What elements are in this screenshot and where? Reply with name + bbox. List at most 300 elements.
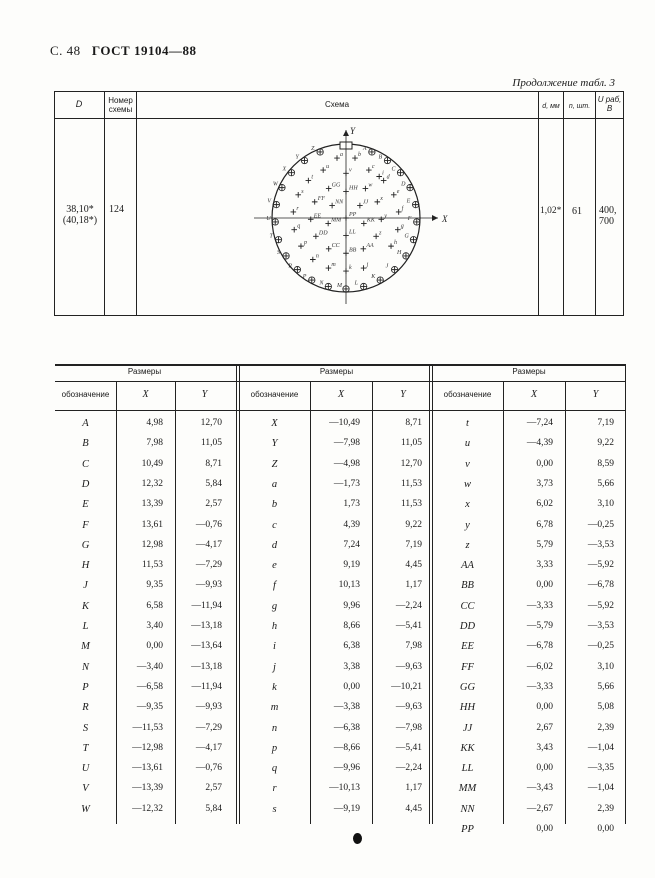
pin-label: F: [407, 215, 412, 222]
pin-label: V: [267, 198, 272, 205]
pin-label: PP: [349, 212, 357, 218]
pin-y-value: —4,17: [195, 539, 222, 550]
pin-x-value: —9,96: [333, 763, 360, 774]
pin-designation: d: [271, 539, 278, 551]
pin-label: A: [362, 145, 367, 152]
page-mark: [353, 833, 362, 844]
page-number: С. 48: [50, 43, 81, 58]
pin-label: E: [406, 198, 411, 205]
pin-designation: Y: [271, 438, 278, 450]
pin-y-value: —0,76: [195, 519, 222, 530]
cell-contact-diameter: 1,02*: [540, 206, 562, 216]
pin-designation: F: [82, 519, 89, 531]
pin-contact-mark: [361, 265, 367, 271]
pin-y-value: 9,22: [597, 438, 614, 449]
pin-contact-mark: [274, 202, 280, 208]
pin-designation: a: [271, 478, 278, 490]
pin-x-value: 11,53: [141, 560, 163, 571]
pin-contact-mark: [366, 167, 372, 173]
pin-y-value: —13,18: [191, 661, 222, 672]
col-header-designation: обозначение: [250, 390, 299, 399]
pin-designation: R: [82, 702, 89, 714]
pin-contact-mark: [326, 186, 332, 192]
pin-label: c: [371, 164, 375, 171]
pin-y-value: 11,05: [200, 438, 222, 449]
col-header-x: X: [142, 389, 149, 400]
pin-label: D: [401, 181, 406, 188]
pin-label: h: [394, 240, 398, 247]
col-header-y: Y: [201, 389, 208, 400]
pin-contact-mark: [388, 243, 394, 249]
pin-designation: s: [272, 803, 277, 815]
pin-label: g: [400, 223, 404, 230]
pin-y-value: 5,08: [597, 702, 614, 713]
pin-label: CC: [331, 242, 340, 249]
pin-designation: DD: [459, 621, 476, 632]
col-header-y: Y: [400, 389, 406, 400]
pin-designation: x: [465, 499, 470, 511]
pin-contact-mark: [352, 155, 358, 161]
pin-designation: u: [464, 438, 471, 450]
pin-designation: n: [271, 722, 278, 734]
pin-y-value: —11,94: [191, 600, 222, 611]
pin-label: m: [331, 262, 336, 269]
pin-designation: k: [272, 681, 277, 693]
cell-diameter-D: 38,10* (40,18*): [62, 204, 98, 226]
pin-contact-mark: [381, 178, 387, 184]
pin-y-value: —5,41: [395, 621, 422, 631]
pin-designation: J: [83, 580, 88, 592]
pin-x-value: 3,38: [343, 661, 360, 672]
pin-x-value: —1,73: [333, 478, 360, 489]
pin-y-value: 8,71: [405, 418, 422, 428]
pin-designation: h: [271, 621, 278, 632]
group-header-dimensions: Размеры: [127, 367, 162, 376]
pin-x-value: —6,02: [526, 661, 553, 672]
pin-y-value: 11,53: [400, 478, 422, 489]
pin-designation: K: [81, 600, 89, 612]
pin-contact-mark: [313, 234, 319, 240]
pin-contact-mark: [414, 219, 420, 225]
pin-label: d: [386, 174, 390, 181]
pin-designation: KK: [460, 742, 475, 754]
pin-designation: CC: [460, 600, 475, 612]
pin-contact-mark: [291, 227, 297, 233]
pin-x-value: —2,67: [526, 803, 553, 814]
pin-designation: m: [270, 702, 279, 714]
y-axis-arrow: [343, 130, 349, 136]
pin-label: i: [382, 170, 384, 177]
pin-label: n: [315, 253, 319, 260]
pin-contact-mark: [325, 221, 331, 227]
col-header-designation: обозначение: [443, 390, 492, 399]
pin-x-value: 9,19: [343, 560, 360, 571]
pin-designation: j: [273, 661, 276, 673]
pin-contact-mark: [276, 237, 282, 243]
pin-label: a: [340, 152, 344, 159]
pin-y-value: —1,04: [587, 783, 614, 794]
pin-y-value: 9,22: [405, 519, 422, 530]
pin-label: y: [384, 213, 387, 220]
pin-x-value: —4,98: [333, 458, 360, 469]
col-header-designation: обозначение: [61, 390, 110, 399]
pin-contact-mark: [310, 257, 316, 263]
pin-label: J: [385, 263, 389, 270]
pin-y-value: 8,71: [205, 458, 222, 469]
col-header-scheme: Схема: [324, 100, 350, 109]
pin-contact-mark: [272, 219, 278, 225]
pin-contact-mark: [373, 234, 379, 240]
pin-contact-mark: [334, 155, 340, 161]
pin-contact-mark: [361, 246, 367, 252]
pin-designation: L: [82, 621, 89, 632]
pin-x-value: 0,00: [536, 763, 553, 774]
pin-x-value: —4,39: [526, 438, 553, 449]
pin-designation: S: [82, 722, 89, 734]
pin-x-value: 4,39: [343, 519, 360, 530]
pin-y-value: —9,63: [395, 661, 422, 672]
pin-contact-mark: [343, 171, 349, 177]
pin-contact-mark: [326, 284, 332, 290]
pin-x-value: 0,00: [536, 458, 553, 469]
pin-designation: JJ: [462, 722, 473, 734]
pin-x-value: —12,32: [132, 803, 163, 814]
cell-contact-count: 61: [572, 206, 582, 217]
pin-designation: D: [81, 478, 90, 490]
pin-contact-mark: [361, 221, 367, 227]
pin-x-value: 3,33: [536, 560, 553, 571]
pin-label: q: [297, 223, 301, 230]
pin-y-value: 7,19: [597, 418, 614, 428]
pin-x-value: —13,61: [132, 763, 163, 774]
pin-layout-diagram: [246, 118, 446, 318]
pin-contact-mark: [306, 178, 312, 184]
pin-x-value: —10,49: [329, 418, 360, 428]
pin-y-value: 3,10: [597, 499, 614, 510]
pin-label: u: [326, 164, 330, 171]
pin-label: KK: [366, 217, 375, 224]
pin-designation: U: [81, 763, 90, 775]
pin-y-value: 7,19: [405, 539, 422, 550]
pin-x-value: —11,53: [132, 722, 163, 733]
pin-designation: g: [271, 600, 278, 612]
pin-x-value: 0,00: [536, 580, 553, 591]
pin-label: M: [337, 282, 342, 289]
pin-contact-mark: [396, 209, 402, 215]
pin-x-value: —7,98: [333, 438, 360, 449]
pin-label: BB: [349, 247, 357, 254]
pin-x-value: —3,33: [526, 600, 553, 611]
standard-number: ГОСТ 19104—88: [91, 43, 197, 58]
cell-voltage: 400, 700: [599, 205, 617, 227]
pin-x-value: 3,40: [146, 621, 163, 631]
pin-label: N: [319, 280, 324, 287]
pin-label: s: [301, 188, 304, 195]
pin-x-value: 6,78: [536, 519, 553, 530]
pin-y-value: —4,17: [195, 742, 222, 753]
pin-contact-mark: [298, 243, 304, 249]
pin-x-value: —3,40: [136, 661, 163, 672]
pin-contact-mark: [326, 265, 332, 271]
pin-y-value: 12,70: [400, 458, 422, 469]
pin-coordinates-table: [55, 364, 626, 835]
pin-contact-mark: [308, 217, 314, 223]
pin-designation: V: [82, 783, 89, 795]
pin-label: K: [371, 274, 376, 281]
pin-x-value: —5,79: [526, 621, 553, 631]
pin-y-value: 11,53: [400, 499, 422, 510]
pin-designation: q: [271, 763, 278, 775]
pin-x-value: 3,43: [536, 742, 553, 753]
pin-label: R: [288, 263, 293, 270]
pin-designation: MM: [458, 783, 477, 795]
pin-designation: z: [465, 539, 470, 551]
pin-label: JJ: [362, 199, 369, 206]
pin-x-value: 10,49: [141, 458, 163, 469]
pin-x-value: 12,98: [141, 539, 163, 550]
pin-label: p: [303, 240, 307, 247]
pin-designation: p: [271, 742, 278, 754]
pin-designation: GG: [459, 681, 476, 693]
pin-label: AA: [366, 242, 374, 249]
pin-label: B: [378, 154, 383, 161]
pin-contact-mark: [363, 186, 369, 192]
col-header-d: D: [75, 99, 83, 109]
pin-x-value: 13,39: [141, 499, 163, 510]
pin-x-value: 0,00: [536, 824, 553, 834]
col-header-diameter: d, мм: [542, 103, 560, 110]
pin-contact-mark: [343, 268, 349, 274]
pin-y-value: 12,70: [200, 418, 222, 428]
pin-designation: FF: [461, 661, 474, 673]
pin-designation: E: [82, 499, 89, 511]
pin-y-value: —3,35: [587, 763, 614, 774]
pin-y-value: 8,59: [597, 458, 614, 469]
pin-x-value: —3,33: [526, 681, 553, 692]
cell-scheme-no: 124: [109, 204, 124, 215]
pin-y-value: —2,24: [395, 600, 422, 611]
pin-designation: v: [465, 458, 470, 470]
pin-contact-mark: [320, 167, 326, 173]
pin-x-value: 10,13: [338, 580, 360, 591]
pin-label: f: [401, 205, 404, 212]
pin-y-value: 5,84: [205, 478, 222, 489]
pin-contact-mark: [343, 286, 349, 292]
pin-contact-mark: [343, 215, 349, 221]
pin-y-value: —1,04: [587, 742, 614, 753]
pin-designation: HH: [459, 702, 476, 714]
pin-x-value: —12,98: [132, 742, 163, 753]
pin-contact-mark: [295, 192, 301, 198]
x-axis-arrow: [432, 215, 438, 221]
pin-designation: w: [463, 478, 471, 490]
table-continuation-note: Продолжение табл. 3: [512, 77, 615, 89]
pin-designation: A: [82, 418, 89, 429]
pin-designation: e: [272, 560, 277, 572]
pin-x-value: —6,58: [136, 681, 163, 692]
pin-designation: P: [82, 681, 89, 693]
pin-x-value: 6,02: [536, 499, 553, 510]
pin-label: C: [391, 166, 396, 173]
pin-label: j: [366, 262, 369, 269]
pin-x-value: —10,13: [329, 783, 360, 794]
pin-designation: c: [272, 519, 277, 531]
group-header-dimensions: Размеры: [319, 367, 354, 376]
pin-designation: EE: [461, 641, 474, 653]
pin-designation: PP: [461, 824, 474, 835]
pin-designation: W: [81, 803, 90, 815]
pin-y-value: —7,29: [195, 722, 222, 733]
pin-x-value: 4,98: [146, 418, 163, 428]
pin-contact-mark: [378, 217, 384, 223]
pin-x-value: 6,38: [343, 641, 360, 652]
pin-contact-mark: [375, 199, 381, 205]
pin-contact-mark: [361, 284, 367, 290]
pin-x-value: 7,24: [343, 539, 360, 550]
pin-contact-mark: [291, 209, 297, 215]
pin-label: Z: [311, 145, 315, 152]
pin-x-value: 12,32: [141, 478, 163, 489]
pin-x-value: —6,78: [526, 641, 553, 652]
pin-label: S: [277, 249, 281, 256]
pin-y-value: —0,25: [587, 641, 614, 652]
pin-x-value: 7,98: [146, 438, 163, 449]
pin-label: EE: [313, 213, 322, 220]
pin-x-value: 13,61: [141, 519, 163, 530]
pin-contact-mark: [395, 227, 401, 233]
pin-y-value: 7,98: [405, 641, 422, 652]
pin-contact-mark: [376, 174, 382, 180]
pin-label: DD: [318, 230, 328, 237]
pin-designation: Z: [271, 458, 278, 470]
pin-label: FF: [317, 195, 326, 202]
pin-label: z: [379, 230, 382, 237]
pin-y-value: —13,64: [191, 641, 222, 652]
pin-y-value: 5,66: [597, 478, 614, 489]
pin-label: r: [296, 205, 299, 212]
pin-x-value: 2,67: [536, 722, 553, 733]
pin-x-value: 0,00: [536, 702, 553, 713]
pin-designation: T: [82, 742, 89, 754]
col-header-x: X: [530, 389, 538, 400]
pin-x-value: —3,43: [526, 783, 553, 794]
pin-designation: t: [466, 418, 469, 429]
pin-label: T: [269, 233, 273, 240]
col-header-scheme-no: Номер схемы: [108, 96, 133, 114]
pin-x-value: 0,00: [343, 681, 360, 692]
pin-label: b: [357, 152, 361, 159]
pin-y-value: 1,17: [405, 783, 422, 794]
page-header: [50, 43, 196, 59]
pin-label: U: [266, 215, 271, 222]
pin-designation: B: [82, 438, 89, 450]
pin-designation: b: [271, 499, 278, 511]
pin-x-value: —6,38: [333, 722, 360, 733]
pin-contact-mark: [343, 189, 349, 195]
pin-contact-mark: [357, 203, 363, 209]
pin-y-value: —0,25: [587, 519, 614, 530]
pin-label: Y: [295, 154, 299, 161]
pin-designation: AA: [461, 560, 474, 572]
pin-y-value: —6,78: [587, 580, 614, 591]
pin-y-value: 3,10: [597, 661, 614, 672]
pin-label: MM: [331, 217, 342, 224]
pin-contact-mark: [329, 203, 335, 209]
pin-label: LL: [349, 229, 356, 236]
pin-y-value: —3,53: [587, 621, 614, 631]
pin-label: x: [380, 195, 383, 202]
pin-x-value: 9,35: [146, 580, 163, 591]
col-header-voltage: U раб, В: [597, 95, 622, 113]
pin-y-value: —10,21: [391, 681, 422, 692]
col-header-y: Y: [592, 389, 599, 400]
pin-y-value: 5,84: [205, 803, 222, 814]
pin-designation: M: [81, 641, 90, 653]
pin-y-value: —11,94: [191, 681, 222, 692]
pin-y-value: 11,05: [400, 438, 422, 449]
pin-y-value: —0,76: [195, 763, 222, 774]
pin-designation: i: [273, 641, 276, 653]
pin-y-value: —5,92: [587, 560, 614, 571]
pin-contact-mark: [411, 237, 417, 243]
pin-y-value: —9,93: [195, 580, 222, 591]
pin-x-value: —8,66: [333, 742, 360, 753]
pin-y-value: —9,63: [395, 702, 422, 713]
pin-label: w: [368, 182, 373, 189]
pin-designation: X: [271, 418, 278, 429]
pin-contact-mark: [413, 202, 419, 208]
connector-table: [54, 91, 624, 316]
pin-y-value: 5,66: [597, 681, 614, 692]
pin-x-value: 8,66: [343, 621, 360, 631]
pin-label: t: [311, 174, 314, 181]
pin-contact-mark: [343, 250, 349, 256]
pin-y-value: —9,93: [195, 702, 222, 713]
pin-contact-mark: [312, 199, 318, 205]
pin-y-value: —7,29: [195, 560, 222, 571]
pin-label: v: [349, 167, 352, 174]
pin-x-value: 0,00: [146, 641, 163, 652]
pin-designation: N: [81, 661, 89, 673]
pin-label: NN: [335, 199, 344, 206]
pin-x-value: 5,79: [536, 539, 553, 550]
pin-label: e: [396, 188, 400, 195]
pin-y-value: 1,17: [405, 580, 422, 591]
pin-y-value: —3,53: [587, 539, 614, 550]
pin-label: X: [282, 166, 287, 173]
col-header-x: X: [337, 389, 345, 400]
pin-designation: H: [81, 560, 90, 572]
pin-designation: LL: [461, 763, 474, 775]
pin-label: H: [396, 249, 402, 256]
pin-y-value: 2,57: [205, 783, 222, 794]
pin-y-value: —2,24: [395, 763, 422, 774]
pin-label: HH: [349, 185, 358, 192]
y-axis-label: Y: [350, 126, 356, 136]
pin-contact-mark: [391, 192, 397, 198]
pin-y-value: 2,39: [597, 722, 614, 733]
pin-label: L: [354, 280, 359, 287]
pin-y-value: —5,92: [587, 600, 614, 611]
pin-y-value: 4,45: [405, 560, 422, 571]
pin-contact-mark: [326, 246, 332, 252]
pin-label: k: [349, 265, 352, 272]
pin-designation: NN: [460, 803, 475, 815]
pin-designation: r: [272, 783, 277, 795]
pin-y-value: 2,39: [597, 803, 614, 814]
pin-y-value: 2,57: [205, 499, 222, 510]
pin-x-value: 6,58: [146, 600, 163, 611]
